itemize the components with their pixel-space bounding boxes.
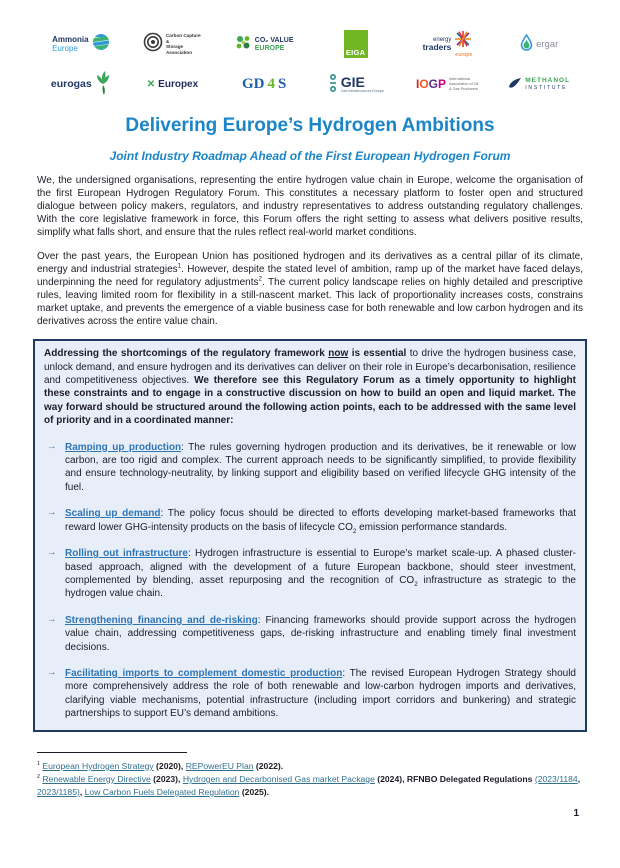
action-point-text: Strengthening financing and de-risking: Financing frameworks should provide support across the hydrogen value chain, addressing competitiveness gaps, de-risking infrastructure and enabling timely final investment decisions. (65, 614, 576, 653)
pipeline-icon (328, 73, 338, 97)
action-point-heading: Facilitating imports to complement domestic production (65, 667, 343, 679)
footnote-1: $^1$ European Hydrogen Strategy (2020), REPowerEU Plan (2022). (37, 761, 284, 771)
action-point-item (44, 507, 576, 534)
target-rings-icon (143, 32, 163, 56)
page-subtitle: Joint Industry Roadmap Ahead of the First European Hydrogen Forum (109, 149, 511, 164)
logo-ergar: ergar (520, 34, 558, 55)
action-box (33, 339, 587, 731)
page-title: Delivering Europe’s Hydrogen Ambitions (125, 114, 495, 136)
arrow-bullet-icon: → (47, 440, 57, 452)
methanol-drop-icon (508, 77, 522, 93)
action-point-text: Ramping up production: The rules governing hydrogen production and its derivatives, be it renewable or low carbon, are too rigid and complex. The current approach needs to be significantly simplified, to provide flexibility and ensure technology-neutrality, by linking support and eligibility based on verified lifecycle GHG intensity of the fuel. (65, 441, 577, 493)
action-point-text: Scaling up demand: The policy focus should be directed to efforts developing market-based frameworks that reward lower GHG-intensity products on the basis of lifecycle $CO_2$ emission performance standards. (65, 508, 576, 535)
action-point-item (44, 614, 576, 654)
footnote-link[interactable]: REPowerEU Plan (185, 761, 254, 771)
logo-methanol-institute: METHANOL INSTITUTE (508, 77, 570, 93)
action-box-intro: Addressing the shortcomings of the regulatory framework now is essential to drive the hydrogen business case, unlock demand, and ensure hydrogen and its derivatives can deliver on their role in Europe’s decarbonisation, resilience and competitiveness objectives. We therefore see this Regulatory Forum as a timely opportunity to highlight these constraints and to engage in a constructive discussion on how to build an open and liquid market. The way forward should be structured around the following action points, each to be addressed with the same level of priority and in a coordinated manner: (44, 348, 577, 427)
europex-x-icon: ✕ (146, 78, 156, 90)
paragraph-welcome: We, the undersigned organisations, representing the entire hydrogen value chain in Europe, welcome the organisation of the first European Hydrogen Regulatory Forum. This constitutes a necessary platform to foster open and structured dialogue between policy makers, regulators, and industry representatives to address outstanding regulatory challenges. With the core legislative framework in force, this Forum offers the right setting to assess what delivers positive results, simplify what falls short, and ensure that the rules reflect real-world market conditions. (37, 175, 583, 239)
leaf-globe-icon (92, 33, 110, 55)
logo-header (0, 0, 620, 99)
arrow-bullet-icon: → (47, 547, 57, 559)
logo-ammonia-europe: Ammonia Europe (52, 33, 109, 55)
footnote-link[interactable]: European Hydrogen Strategy (42, 761, 154, 771)
action-points-list (44, 441, 576, 721)
action-point-heading: Scaling up demand (65, 508, 161, 520)
action-point-item (44, 441, 576, 495)
action-point-item (44, 667, 576, 721)
water-drop-icon (520, 34, 533, 55)
footnote-link[interactable]: (2023/1184 (534, 774, 578, 784)
arrow-bullet-icon: → (47, 666, 57, 678)
footnote-separator (37, 752, 187, 753)
leaf-spray-icon (95, 71, 111, 99)
eiga-square-icon: EIGA (344, 30, 368, 58)
arrow-bullet-icon: → (47, 507, 57, 519)
logo-iogp: IOGP International Association of Oil & Gas Producers (415, 77, 479, 92)
footnote-link[interactable]: Low Carbon Fuels Delegated Regulation (84, 787, 240, 797)
footnotes-section (37, 752, 583, 799)
page-number: 1 (573, 808, 579, 819)
arrow-bullet-icon: → (47, 613, 57, 625)
action-point-text: Facilitating imports to complement domestic production: The revised European Hydrogen Strategy should more comprehensively address the role of both renewable and low-carbon hydrogen imports and derivatives, clarifying viable mechanisms, potential infrastructure (including import corridors and bunkering) and strategic partnerships to support EU’s demand ambitions. (65, 667, 576, 720)
paragraph-context: Over the past years, the European Union has positioned hydrogen and its derivatives as a central pillar of its climate, energy and industrial strategies$^1$. However, despite the stated level of ambition, ramp up of the market have faced delays, underpinning the need for regulatory adjustments$^2$. The current policy landscape relies on highly detailed and prescriptive rules, leaving limited room for flexibility in a still-nascent market. This lack of proportionality increases costs, constrains market uptake, and prevents the emergence of a viable business case for both renewable and low carbon hydrogen and its derivatives across the entire value chain. (37, 251, 583, 328)
action-point-heading: Strengthening financing and de-risking (65, 614, 258, 626)
logo-energy-traders-europe: energy traders europe (423, 30, 473, 59)
logo-eurogas: eurogas (51, 71, 111, 99)
starburst-icon (454, 30, 472, 52)
action-point-heading: Rolling out infrastructure (65, 548, 188, 560)
logo-europex: ✕ Europex (146, 78, 199, 90)
body-text (0, 174, 620, 328)
logo-gd4s: GD 4 S (241, 76, 287, 92)
footnote-link[interactable]: Renewable Energy Directive (42, 774, 151, 784)
logo-ammonia-europe-label: Ammonia (52, 34, 89, 44)
footnote-link[interactable]: Hydrogen and Decarbonised Gas market Package (182, 774, 375, 784)
footnote-link[interactable]: 2023/1185) (37, 787, 80, 797)
molecule-icon (235, 34, 252, 55)
logo-eiga (344, 30, 368, 58)
action-point-item (44, 547, 576, 601)
action-point-heading: Ramping up production (65, 441, 182, 453)
logo-co2-value-europe: CO₂ VALUE EUROPE (235, 34, 294, 55)
action-point-text: Rolling out infrastructure: Hydrogen infrastructure is essential to Europe’s market scale-up. A phased cluster-based approach, aligned with the development of a future European backbone, should steer investment, complemented by blending, asset repurposing and the recognition of $CO_2$ infrastructure as strategic to the hydrogen value chain. (65, 548, 577, 600)
logo-gie: GIE Gas Infrastructures Europe (328, 73, 384, 97)
logo-ccsa: Carbon Capture & Storage Association (143, 32, 202, 56)
footnote-2: $^2$ Renewable Energy Directive (2023), Hydrogen and Decarbonised Gas market Package (2024), RFNBO Delegated Regulations (2023/1184, 2023/1185), Low Carbon Fuels Delegated Regulation (2025). (37, 774, 581, 797)
